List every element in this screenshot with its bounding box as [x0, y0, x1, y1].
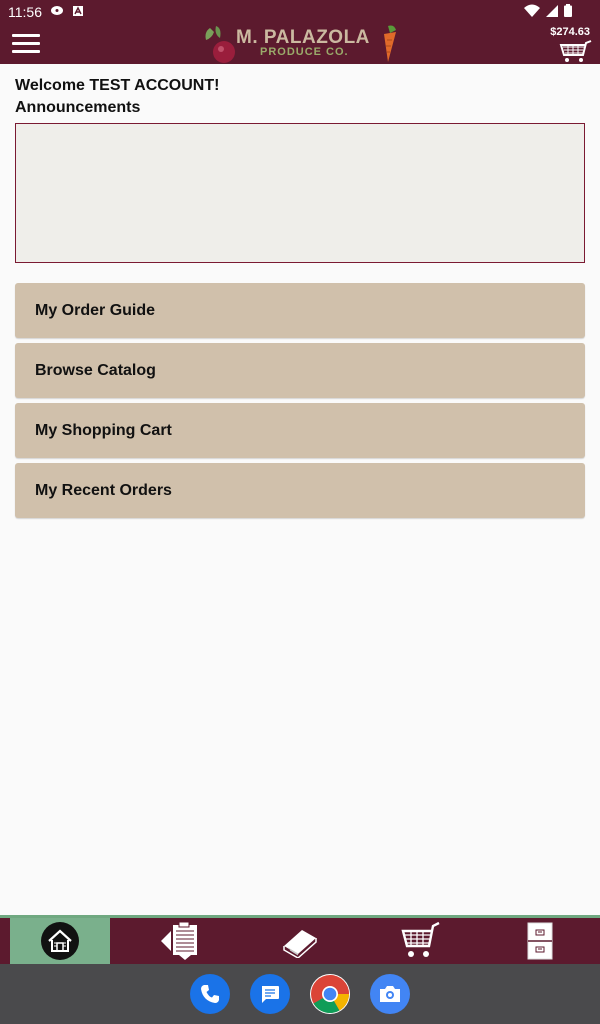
beet-icon: [200, 24, 236, 64]
tab-order-guide[interactable]: [130, 918, 230, 964]
phone-icon[interactable]: [190, 974, 230, 1014]
browse-catalog-button[interactable]: Browse Catalog: [15, 343, 585, 398]
hamburger-menu-icon[interactable]: [12, 34, 40, 56]
announcements-box[interactable]: [15, 123, 585, 263]
announcements-title: Announcements: [15, 99, 141, 116]
status-time: 11:56: [8, 4, 42, 20]
status-bar: [0, 0, 600, 24]
tab-recent-orders[interactable]: [490, 918, 590, 964]
chrome-icon[interactable]: [310, 974, 350, 1014]
app-notification-icon: [72, 4, 84, 20]
catalog-icon: [280, 924, 320, 958]
welcome-text: Welcome TEST ACCOUNT!: [15, 77, 220, 94]
carrot-icon: [376, 24, 402, 64]
recent-orders-button[interactable]: My Recent Orders: [15, 463, 585, 518]
cart-icon: [399, 921, 441, 961]
bottom-tab-bar: [0, 915, 600, 964]
recent-orders-icon: [527, 921, 553, 961]
camera-icon[interactable]: [370, 974, 410, 1014]
order-guide-icon: [159, 921, 201, 961]
wifi-icon: [524, 4, 540, 20]
header-cart-icon[interactable]: [558, 40, 592, 64]
shopping-cart-button[interactable]: My Shopping Cart: [15, 403, 585, 458]
brand-logo: [200, 24, 405, 64]
battery-icon: [564, 4, 572, 20]
tab-cart[interactable]: [370, 918, 470, 964]
messages-icon[interactable]: [250, 974, 290, 1014]
home-icon: [40, 921, 80, 961]
main-menu: [15, 283, 585, 523]
system-dock: [0, 964, 600, 1024]
chat-notification-icon: [50, 4, 64, 20]
tab-catalog[interactable]: [250, 918, 350, 964]
cart-total: $274.63: [550, 26, 590, 38]
app-header: [0, 24, 600, 64]
order-guide-button[interactable]: My Order Guide: [15, 283, 585, 338]
signal-icon: [546, 4, 558, 20]
brand-subtitle: PRODUCE CO.: [260, 46, 349, 58]
tab-home[interactable]: [10, 918, 110, 964]
brand-name: M. PALAZOLA: [236, 27, 370, 48]
